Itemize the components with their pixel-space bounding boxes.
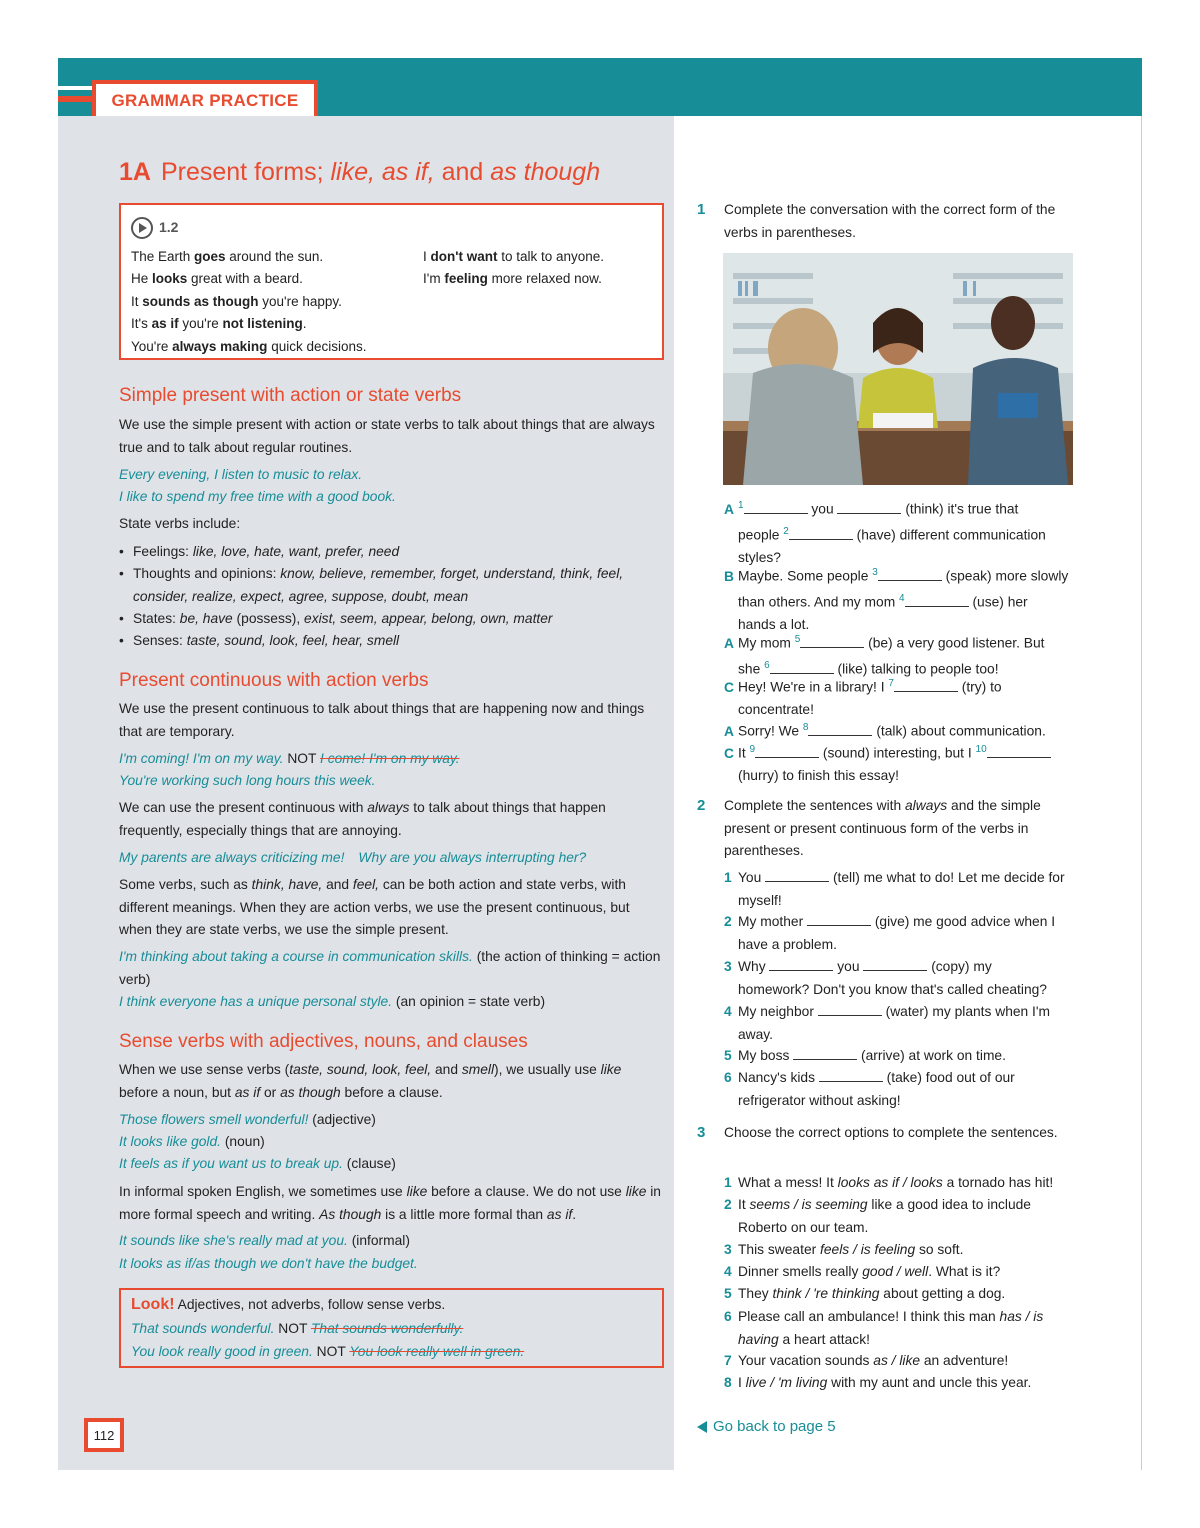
exercise-item: 4 Dinner smells really good / well. What is it? bbox=[724, 1264, 1001, 1279]
grammar-practice-badge: GRAMMAR PRACTICE bbox=[92, 80, 318, 122]
example-line: It's as if you're not listening. bbox=[131, 316, 307, 331]
page-edge bbox=[1141, 116, 1142, 1470]
dialogue-line: C It $^9$ (sound) interesting, but I $^{10}$ (hurry) to finish this essay! bbox=[724, 739, 1084, 788]
exercise-item: 5 My boss (arrive) at work on time. bbox=[724, 1048, 1006, 1063]
look-note-text: Look! Adjectives, not adverbs, follow sense verbs. bbox=[131, 1296, 446, 1313]
library-photo bbox=[723, 253, 1073, 485]
example-sentence: I like to spend my free time with a good book. bbox=[119, 489, 396, 504]
answer-options[interactable]: live / 'm living bbox=[745, 1375, 828, 1390]
answer-options[interactable]: as / like bbox=[873, 1353, 921, 1368]
example-sentence: You look really good in green. NOT You look really well in green. bbox=[131, 1344, 525, 1359]
exercise-item: 5 They think / 're thinking about getting a dog. bbox=[724, 1286, 1006, 1301]
example-line: You're always making quick decisions. bbox=[131, 339, 367, 354]
answer-options[interactable]: feels / is feeling bbox=[820, 1242, 916, 1257]
answer-options[interactable]: has / is bbox=[999, 1309, 1044, 1324]
blank-2[interactable] bbox=[789, 527, 853, 540]
example-sentence: You're working such long hours this week. bbox=[119, 773, 376, 788]
answer-options[interactable]: looks as if / looks bbox=[837, 1175, 943, 1190]
paragraph: We use the present continuous to talk about things that are happening now and things that are temporary. bbox=[119, 701, 645, 739]
answer-blank[interactable] bbox=[818, 1003, 882, 1016]
bullet-item: • States: be, have (possess), exist, seem, appear, belong, own, matter bbox=[119, 611, 553, 626]
go-back-link[interactable]: Go back to page 5 bbox=[697, 1418, 836, 1435]
section-heading: Sense verbs with adjectives, nouns, and clauses bbox=[119, 1031, 528, 1052]
dialogue-line: C Hey! We're in a library! I $^7$ (try) to concentrate! bbox=[724, 678, 1002, 718]
example-sentence: I'm coming! I'm on my way. NOT I come! I'm on my way. bbox=[119, 751, 460, 766]
example-line: I don't want to talk to anyone. bbox=[423, 249, 605, 264]
answer-options[interactable]: good / well bbox=[862, 1264, 929, 1279]
blank-1[interactable] bbox=[744, 501, 808, 514]
audio-track-number: 1.2 bbox=[159, 219, 179, 235]
dialogue-line: A Sorry! We $^8$ (talk) about communication. bbox=[724, 722, 1046, 739]
unit-title: 1A Present forms; like, as if, and as though bbox=[119, 158, 601, 186]
example-sentence: It feels as if you want us to break up. (clause) bbox=[119, 1156, 396, 1171]
exercise-item: 3 This sweater feels / is feeling so soft. bbox=[724, 1242, 964, 1257]
example-sentence: It looks like gold. (noun) bbox=[119, 1134, 265, 1149]
bullet-item: • Thoughts and opinions: know, believe, remember, forget, understand, think, feel, consider, realize, expect, agree, suppose, doubt, mean bbox=[119, 566, 624, 604]
exercise-item: 2 It seems / is seeming like a good idea to include Roberto on our team. bbox=[724, 1197, 1031, 1235]
library-photo-illustration bbox=[723, 253, 1073, 485]
blank-3[interactable] bbox=[878, 568, 942, 581]
exercise-number: 3 bbox=[697, 1124, 706, 1141]
answer-blank[interactable] bbox=[807, 913, 871, 926]
blank-7[interactable] bbox=[894, 679, 958, 692]
paragraph: When we use sense verbs (taste, sound, look, feel, and smell), we usually use like before a noun, but as if or as though before a clause. bbox=[119, 1062, 622, 1100]
bullet-item: • Feelings: like, love, hate, want, prefer, need bbox=[119, 544, 400, 559]
blank-1b[interactable] bbox=[837, 501, 901, 514]
example-sentence: I'm thinking about taking a course in communication skills. (the action of thinking = action verb) bbox=[119, 949, 661, 987]
example-line: He looks great with a beard. bbox=[131, 271, 303, 286]
exercise-number: 1 bbox=[697, 201, 706, 218]
exercise-item: 1 You (tell) me what to do! Let me decide for myself! bbox=[724, 870, 1065, 908]
paragraph: In informal spoken English, we sometimes use like before a clause. We do not use like in more formal speech and writing. As though is a little more formal than as if. bbox=[119, 1184, 661, 1222]
example-sentence: Those flowers smell wonderful! (adjective) bbox=[119, 1112, 376, 1127]
exercise-item: 7 Your vacation sounds as / like an adventure! bbox=[724, 1353, 1009, 1368]
example-sentence: I think everyone has a unique personal style. (an opinion = state verb) bbox=[119, 994, 546, 1009]
dialogue-line: A My mom $^5$ (be) a very good listener. But she $^6$ (like) talking to people too! bbox=[724, 634, 1045, 677]
look-note-box bbox=[119, 1288, 664, 1368]
example-sentence: It looks as if/as though we don't have the budget. bbox=[119, 1256, 418, 1271]
play-audio-icon[interactable] bbox=[131, 217, 153, 239]
answer-blank[interactable] bbox=[793, 1047, 857, 1060]
answer-blank[interactable] bbox=[819, 1069, 883, 1082]
page-number: 112 bbox=[84, 1418, 124, 1452]
exercise-item: 4 My neighbor (water) my plants when I'm away. bbox=[724, 1004, 1051, 1042]
exercise-item: 6 Please call an ambulance! I think this man has / is having a heart attack! bbox=[724, 1309, 1044, 1347]
dialogue-line: B Maybe. Some people $^3$ (speak) more slowly than others. And my mom $^4$ (use) her hands a lot. bbox=[724, 567, 1069, 633]
paragraph: Some verbs, such as think, have, and feel, can be both action and state verbs, with different meanings. When they are action verbs, we use the present continuous, but when they are state verbs, we use the simple present. bbox=[119, 877, 630, 937]
example-line: It sounds as though you're happy. bbox=[131, 294, 342, 309]
blank-5[interactable] bbox=[800, 635, 864, 648]
example-line: The Earth goes around the sun. bbox=[131, 249, 324, 264]
paragraph: State verbs include: bbox=[119, 516, 241, 531]
exercise-instructions: Choose the correct options to complete the sentences. bbox=[724, 1125, 1058, 1140]
exercise-instructions: Complete the conversation with the correct form of the verbs in parentheses. bbox=[724, 202, 1056, 240]
dialogue-line: A $^1$ you (think) it's true that people $^2$ (have) different communication styles? bbox=[724, 500, 1046, 566]
back-arrow-icon bbox=[697, 1421, 707, 1433]
blank-9[interactable] bbox=[755, 745, 819, 758]
exercise-item: 3 Why you (copy) my homework? Don't you know that's called cheating? bbox=[724, 959, 1047, 997]
answer-options[interactable]: seems / is seeming bbox=[749, 1197, 868, 1212]
blank-4[interactable] bbox=[905, 594, 969, 607]
answer-blank[interactable] bbox=[769, 958, 833, 971]
blank-6[interactable] bbox=[770, 661, 834, 674]
blank-10[interactable] bbox=[987, 745, 1051, 758]
blank-8[interactable] bbox=[808, 723, 872, 736]
examples-box bbox=[119, 203, 664, 360]
exercise-item: 8 I live / 'm living with my aunt and uncle this year. bbox=[724, 1375, 1032, 1390]
section-heading: Present continuous with action verbs bbox=[119, 670, 429, 691]
paragraph: We use the simple present with action or state verbs to talk about things that are always true and to talk about regular routines. bbox=[119, 417, 655, 455]
exercise-item: 2 My mother (give) me good advice when I have a problem. bbox=[724, 914, 1056, 952]
answer-blank[interactable] bbox=[765, 869, 829, 882]
example-sentence: Every evening, I listen to music to relax. bbox=[119, 467, 363, 482]
answer-options[interactable]: think / 're thinking bbox=[772, 1286, 880, 1301]
exercise-item: 1 What a mess! It looks as if / looks a tornado has hit! bbox=[724, 1175, 1054, 1190]
example-sentence: It sounds like she's really mad at you. (informal) bbox=[119, 1233, 410, 1248]
bullet-item: • Senses: taste, sound, look, feel, hear, smell bbox=[119, 633, 400, 648]
answer-blank[interactable] bbox=[863, 958, 927, 971]
exercise-instructions: Complete the sentences with always and the simple present or present continuous form of the verbs in parentheses. bbox=[724, 798, 1041, 858]
paragraph: We can use the present continuous with always to talk about things that happen frequently, especially things that are annoying. bbox=[119, 800, 606, 838]
section-heading: Simple present with action or state verbs bbox=[119, 385, 462, 406]
exercise-item: 6 Nancy's kids (take) food out of our refrigerator without asking! bbox=[724, 1070, 1015, 1108]
example-sentence: That sounds wonderful. NOT That sounds wonderfully. bbox=[131, 1321, 464, 1336]
example-line: I'm feeling more relaxed now. bbox=[423, 271, 602, 286]
exercise-number: 2 bbox=[697, 797, 706, 814]
example-sentence: My parents are always criticizing me! Why are you always interrupting her? bbox=[119, 850, 587, 865]
